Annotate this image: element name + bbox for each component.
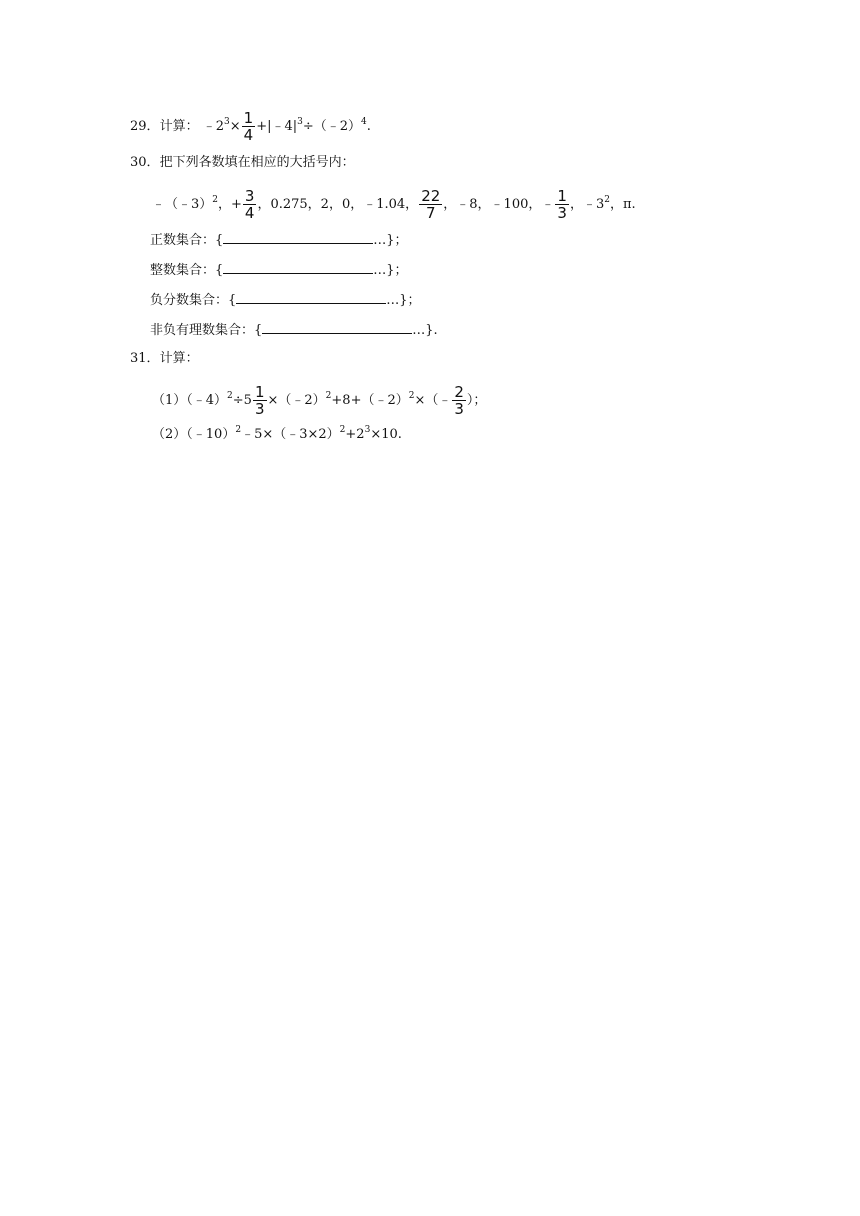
question-label: 把下列各数填在相应的大括号内：: [159, 155, 355, 170]
answer-blank[interactable]: [236, 291, 386, 304]
question-number: 31: [130, 351, 147, 366]
fraction: $\frac{2}{3}$: [454, 383, 464, 418]
question-31-part-1: （1）（﹣4）$^2$÷5 $\frac{1}{3}$ ×（﹣2）$^2$+8+（﹣2）$^2$×（﹣ $\frac{2}{3}$ ）；: [152, 383, 487, 418]
question-31: 31．计算：: [130, 351, 199, 366]
set-positive: 正数集合：{ …}；: [150, 233, 408, 248]
number-list: ﹣（﹣3）$^2$，+ $\frac{3}{4}$ ，0.275，2，0，﹣1.04， $\frac{22}{7}$ ，﹣8，﹣100，﹣ $\frac{1}{3}$ ，$﹣3^2$，π.: [152, 187, 636, 222]
fraction: $\frac{1}{3}$: [254, 383, 265, 418]
question-29: 29．计算： $﹣2^3\times$ $\frac{1}{4}$ $+|﹣4|^3\div(﹣2)^4$.: [130, 109, 371, 144]
question-number: 29: [130, 119, 147, 134]
answer-blank[interactable]: [223, 261, 373, 274]
expression: $﹣2^3\times$ $\frac{1}{4}$ $+|﹣4|^3\div(﹣2)^4$.: [202, 109, 371, 144]
set-negative-fraction: 负分数集合：{ …}；: [150, 293, 421, 308]
fraction: $\frac{22}{7}$: [421, 187, 441, 222]
fraction: $\frac{1}{4}$: [243, 109, 254, 144]
answer-blank[interactable]: [223, 231, 373, 244]
question-number: 30: [130, 155, 147, 170]
question-label: 计算：: [159, 119, 199, 134]
fraction: $\frac{1}{3}$: [557, 187, 567, 222]
question-label: 计算：: [159, 351, 199, 366]
fraction: $\frac{3}{4}$: [244, 187, 255, 222]
set-integer: 整数集合：{ …}；: [150, 263, 408, 278]
set-nonnegative-rational: 非负有理数集合：{ …}.: [150, 323, 438, 338]
question-31-part-2: $(2)(﹣10)^2﹣5\times(﹣3\times 2)^2+2^3\times 10$.: [152, 425, 402, 442]
question-30: 30．把下列各数填在相应的大括号内：: [130, 155, 355, 170]
answer-blank[interactable]: [262, 321, 412, 334]
